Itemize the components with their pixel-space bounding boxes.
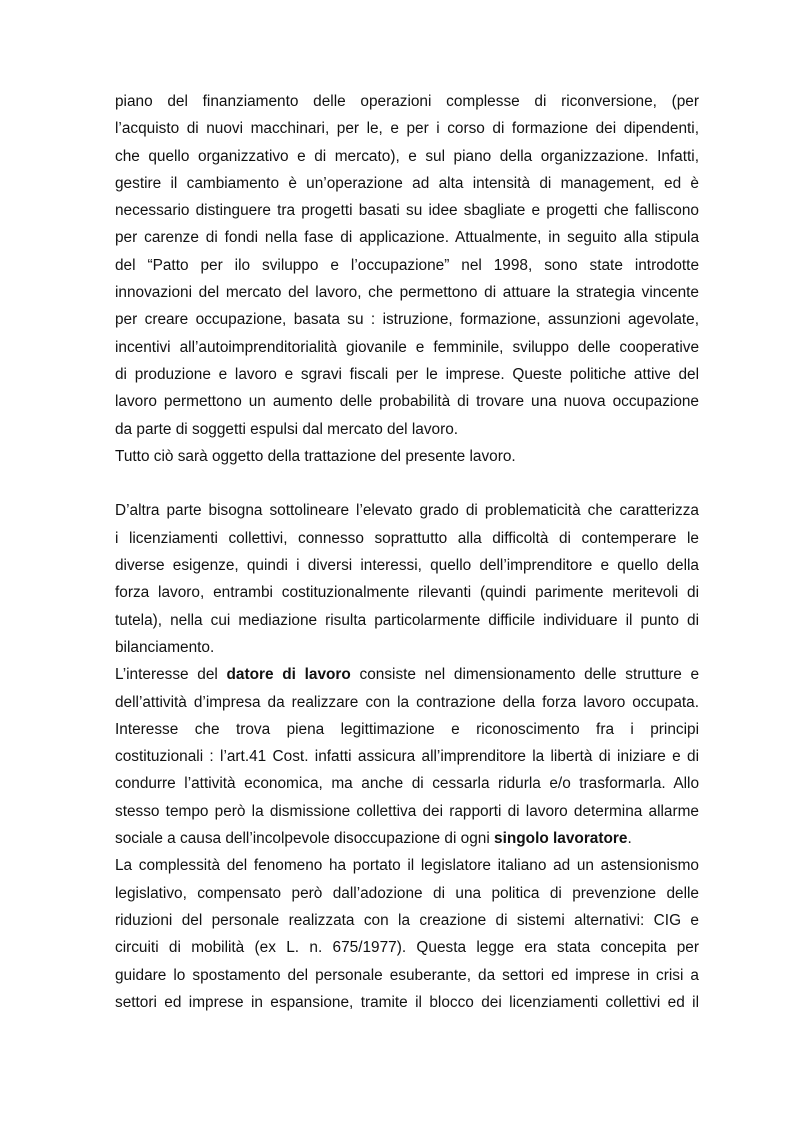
text-line: piano del finanziamento delle operazioni complesse di riconversione, (per	[115, 93, 699, 110]
text-line: lavoro permettono un aumento delle probabilità di trovare una nuova occupazione	[115, 393, 699, 411]
text-line: costituzionali : l’art.41 Cost. infatti assicura all’imprenditore la libertà di iniziare e di	[115, 748, 699, 766]
text-line: D’altra parte bisogna sottolineare l’elevato grado di problematicità che caratterizza	[115, 502, 699, 520]
text-line: incentivi all’autoimprenditorialità giovanile e femminile, sviluppo delle cooperative	[115, 338, 699, 356]
text-line: da parte di soggetti espulsi dal mercato del lavoro.	[115, 420, 459, 438]
text-fragment: .	[627, 830, 632, 848]
text-line: l’acquisto di nuovi macchinari, per le, e per i corso di formazione dei dipendenti,	[115, 120, 699, 138]
text-line: per creare occupazione, basata su : istruzione, formazione, assunzioni agevolate,	[115, 311, 699, 329]
text-line: necessario distinguere tra progetti basati su idee sbagliate e progetti che falliscono	[115, 202, 699, 220]
document-page	[115, 88, 699, 1016]
text-line: dell’attività d’impresa da realizzare con la contrazione della forza lavoro occupata.	[115, 693, 699, 711]
employer-bold-term: datore di lavoro	[226, 666, 351, 684]
text-fragment: sociale a causa dell’incolpevole disoccupazione di ogni	[115, 830, 495, 848]
text-line: i licenziamenti collettivi, connesso soprattutto alla difficoltà di contemperare le	[115, 529, 699, 547]
text-line: Interesse che trova piena legittimazione e riconoscimento fra i principi	[115, 720, 699, 738]
text-line: del “Patto per ilo sviluppo e l’occupazione” nel 1998, sono state introdotte	[115, 256, 699, 274]
text-line: circuiti di mobilità (ex L. n. 675/1977). Questa legge era stata concepita per	[115, 939, 699, 957]
text-line: gestire il cambiamento è un’operazione ad alta intensità di management, ed è	[115, 174, 699, 192]
text-line: La complessità del fenomeno ha portato il legislatore italiano ad un astensionismo	[115, 857, 699, 875]
text-line: forza lavoro, entrambi costituzionalmente rilevanti (quindi parimente meritevoli di	[115, 584, 699, 602]
text-line	[115, 661, 699, 688]
text-fragment: L’interesse del	[115, 666, 227, 684]
text-line: guidare lo spostamento del personale esuberante, da settori ed imprese in crisi a	[115, 966, 699, 984]
paragraph-spacer	[115, 470, 699, 497]
text-line: per carenze di fondi nella fase di applicazione. Attualmente, in seguito alla stipula	[115, 229, 699, 247]
paragraph-financing	[115, 88, 699, 470]
paragraph-problematic	[115, 497, 699, 661]
text-line: tutela), nella cui mediazione risulta particolarmente difficile individuare il punto di	[115, 611, 699, 629]
text-line: legislativo, compensato però dall’adozione di una politica di prevenzione delle	[115, 884, 699, 902]
text-line: condurre l’attività economica, ma anche di cessarla ridurla e/o trasformarla. Allo	[115, 775, 699, 793]
closing-line: Tutto ciò sarà oggetto della trattazione del presente lavoro.	[115, 447, 516, 465]
text-line: innovazioni del mercato del lavoro, che permettono di attuare la strategia vincente	[115, 284, 699, 302]
text-line	[115, 825, 699, 852]
text-line: settori ed imprese in espansione, tramite il blocco dei licenziamenti collettivi ed il	[115, 993, 699, 1011]
worker-bold-term: singolo lavoratore	[494, 830, 628, 848]
text-line: che quello organizzativo e di mercato), e sul piano della organizzazione. Infatti,	[115, 147, 699, 165]
paragraph-employer-interest	[115, 661, 699, 852]
text-line: di produzione e lavoro e sgravi fiscali per le imprese. Queste politiche attive del	[115, 365, 699, 383]
text-line: bilanciamento.	[115, 638, 215, 656]
text-line: stesso tempo però la dismissione collettiva dei rapporti di lavoro determina allarme	[115, 802, 699, 820]
text-fragment: consiste nel dimensionamento delle strutture e	[350, 666, 700, 684]
text-line: diverse esigenze, quindi i diversi interessi, quello dell’imprenditore e quello della	[115, 557, 699, 575]
paragraph-legislation	[115, 852, 699, 1016]
text-line: riduzioni del personale realizzata con la creazione di sistemi alternativi: CIG e	[115, 911, 699, 929]
